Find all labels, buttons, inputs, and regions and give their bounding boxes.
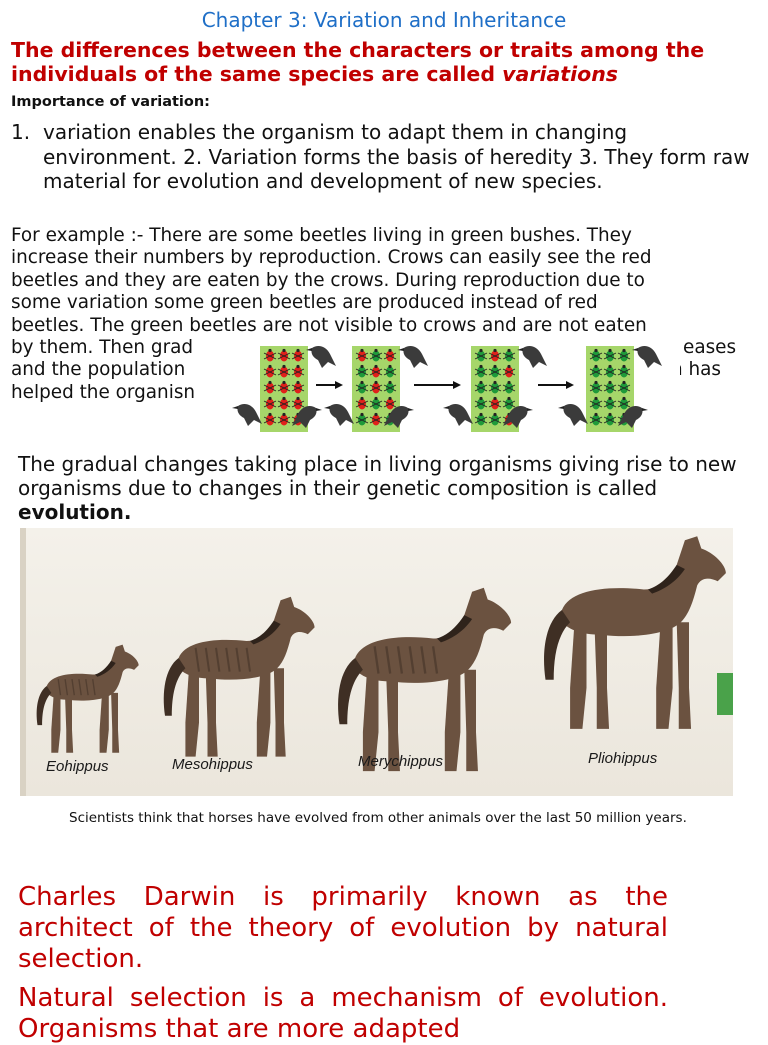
darwin-paragraph: Charles Darwin is primarily known as the architect of the theory of evolution by natural selection. <box>18 882 668 974</box>
crow-icon <box>324 404 354 426</box>
crow-icon <box>632 346 662 368</box>
horse-evolution-illustration <box>20 528 733 796</box>
horse-label: Pliohippus <box>588 750 658 767</box>
definition-text: The differences between the characters or traits among the individuals of the same species are called <box>11 38 705 86</box>
chapter-title: Chapter 3: Variation and Inheritance <box>201 8 567 32</box>
importance-heading: Importance of variation: <box>11 94 210 110</box>
crow-icon <box>443 404 473 426</box>
beetle-selection-illustration <box>218 340 680 440</box>
list-item-text: variation enables the organism to adapt them in changing environment. 2. Variation forms the basis of heredity 3. They form raw material for evolution and development of new species. <box>43 120 750 193</box>
example-line: beetles. The green beetles are not visible to crows and are not eaten <box>11 314 647 336</box>
arrow-head <box>566 381 574 389</box>
example-line: by them. Then grad eases <box>11 337 737 359</box>
example-line-tail: eases <box>683 337 737 359</box>
example-line: and the population n has <box>11 359 722 381</box>
example-line: helped the organisn <box>11 381 196 403</box>
definition-term: variations <box>502 62 619 86</box>
evolution-definition <box>18 452 753 524</box>
horse-label: Eohippus <box>46 758 109 775</box>
crow-icon <box>232 404 262 426</box>
horse-label: Mesohippus <box>172 756 253 773</box>
example-line: beetles and they are eaten by the crows. During reproduction due to <box>11 269 645 291</box>
arrow-head <box>453 381 461 389</box>
variation-definition <box>11 38 751 86</box>
example-line: For example :- There are some beetles living in green bushes. They <box>11 225 632 246</box>
example-line-tail: n has <box>671 359 722 381</box>
evolution-text: The gradual changes taking place in living organisms giving rise to new organisms due to changes in their genetic composition is called <box>18 452 737 500</box>
crow-icon <box>306 346 336 368</box>
horse-caption: Scientists think that horses have evolved from other animals over the last 50 million years. <box>69 810 687 826</box>
evolution-term: evolution. <box>18 500 132 524</box>
crow-icon <box>398 346 428 368</box>
crow-icon <box>517 346 547 368</box>
natural-selection-paragraph: Natural selection is a mechanism of evolution. Organisms that are more adapted <box>18 983 668 1044</box>
horse-label: Merychippus <box>358 753 444 770</box>
example-line: increase their numbers by reproduction. Crows can easily see the red <box>11 247 652 269</box>
crow-icon <box>558 404 588 426</box>
example-line: some variation some green beetles are produced instead of red <box>11 292 598 314</box>
arrow-head <box>335 381 343 389</box>
importance-list <box>11 120 751 194</box>
list-number: 1. <box>11 120 31 144</box>
